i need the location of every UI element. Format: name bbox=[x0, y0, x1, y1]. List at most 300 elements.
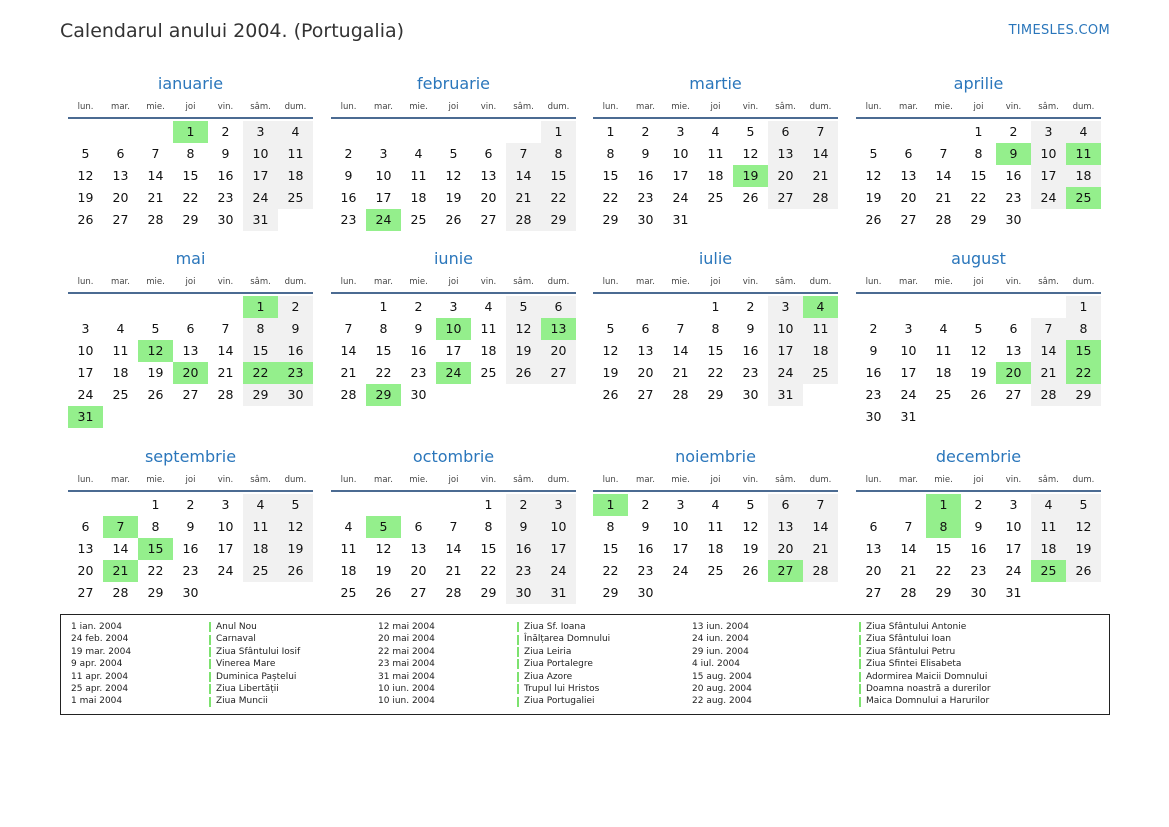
holiday-day[interactable]: 1 bbox=[593, 494, 628, 516]
calendar-day[interactable]: 22 bbox=[182, 190, 199, 205]
calendar-day[interactable]: 19 bbox=[445, 190, 462, 205]
calendar-day[interactable]: 18 bbox=[1066, 165, 1101, 187]
holiday-day[interactable]: 24 bbox=[436, 362, 471, 384]
holiday-day[interactable]: 9 bbox=[996, 143, 1031, 165]
calendar-day[interactable]: 11 bbox=[803, 318, 838, 340]
calendar-day[interactable]: 2 bbox=[221, 124, 230, 139]
calendar-day[interactable]: 18 bbox=[243, 538, 278, 560]
calendar-day[interactable]: 26 bbox=[375, 585, 392, 600]
calendar-day[interactable]: 10 bbox=[541, 516, 576, 538]
calendar-day[interactable]: 9 bbox=[186, 519, 195, 534]
calendar-day[interactable]: 2 bbox=[186, 497, 195, 512]
calendar-day[interactable]: 22 bbox=[541, 187, 576, 209]
calendar-day[interactable]: 11 bbox=[707, 146, 724, 161]
calendar-day[interactable]: 31 bbox=[672, 212, 689, 227]
calendar-day[interactable]: 7 bbox=[449, 519, 458, 534]
calendar-day[interactable]: 10 bbox=[900, 343, 917, 358]
calendar-day[interactable]: 15 bbox=[707, 343, 724, 358]
calendar-day[interactable]: 30 bbox=[637, 585, 654, 600]
calendar-day[interactable]: 5 bbox=[278, 494, 313, 516]
calendar-day[interactable]: 24 bbox=[541, 560, 576, 582]
calendar-day[interactable]: 8 bbox=[606, 519, 615, 534]
calendar-day[interactable]: 11 bbox=[243, 516, 278, 538]
calendar-day[interactable]: 20 bbox=[900, 190, 917, 205]
calendar-day[interactable]: 21 bbox=[506, 187, 541, 209]
calendar-day[interactable]: 12 bbox=[375, 541, 392, 556]
calendar-day[interactable]: 14 bbox=[803, 143, 838, 165]
calendar-day[interactable]: 19 bbox=[278, 538, 313, 560]
calendar-day[interactable]: 7 bbox=[803, 121, 838, 143]
calendar-day[interactable]: 28 bbox=[900, 585, 917, 600]
holiday-day[interactable]: 24 bbox=[366, 209, 401, 231]
calendar-day[interactable]: 3 bbox=[221, 497, 230, 512]
calendar-day[interactable]: 7 bbox=[904, 519, 913, 534]
calendar-day[interactable]: 12 bbox=[278, 516, 313, 538]
calendar-day[interactable]: 13 bbox=[1005, 343, 1022, 358]
calendar-day[interactable]: 16 bbox=[865, 365, 882, 380]
calendar-day[interactable]: 16 bbox=[970, 541, 987, 556]
calendar-day[interactable]: 28 bbox=[112, 585, 129, 600]
calendar-day[interactable]: 24 bbox=[1005, 563, 1022, 578]
calendar-day[interactable]: 6 bbox=[1009, 321, 1018, 336]
calendar-day[interactable]: 2 bbox=[974, 497, 983, 512]
calendar-day[interactable]: 27 bbox=[410, 585, 427, 600]
calendar-day[interactable]: 10 bbox=[217, 519, 234, 534]
calendar-day[interactable]: 30 bbox=[182, 585, 199, 600]
calendar-day[interactable]: 12 bbox=[970, 343, 987, 358]
calendar-day[interactable]: 1 bbox=[379, 299, 388, 314]
calendar-day[interactable]: 1 bbox=[151, 497, 160, 512]
calendar-day[interactable]: 28 bbox=[445, 585, 462, 600]
calendar-day[interactable]: 18 bbox=[803, 340, 838, 362]
calendar-day[interactable]: 22 bbox=[970, 190, 987, 205]
calendar-day[interactable]: 3 bbox=[1031, 121, 1066, 143]
calendar-day[interactable]: 17 bbox=[672, 168, 689, 183]
calendar-day[interactable]: 4 bbox=[116, 321, 125, 336]
calendar-day[interactable]: 10 bbox=[243, 143, 278, 165]
calendar-day[interactable]: 23 bbox=[865, 387, 882, 402]
calendar-day[interactable]: 3 bbox=[541, 494, 576, 516]
calendar-day[interactable]: 10 bbox=[1031, 143, 1066, 165]
calendar-day[interactable]: 14 bbox=[900, 541, 917, 556]
calendar-day[interactable]: 20 bbox=[480, 190, 497, 205]
calendar-day[interactable]: 3 bbox=[81, 321, 90, 336]
calendar-day[interactable]: 29 bbox=[602, 212, 619, 227]
calendar-day[interactable]: 30 bbox=[1005, 212, 1022, 227]
calendar-day[interactable]: 16 bbox=[506, 538, 541, 560]
calendar-day[interactable]: 30 bbox=[865, 409, 882, 424]
calendar-day[interactable]: 19 bbox=[375, 563, 392, 578]
calendar-day[interactable]: 26 bbox=[506, 362, 541, 384]
holiday-day[interactable]: 15 bbox=[1066, 340, 1101, 362]
calendar-day[interactable]: 19 bbox=[865, 190, 882, 205]
calendar-day[interactable]: 6 bbox=[186, 321, 195, 336]
calendar-day[interactable]: 25 bbox=[340, 585, 357, 600]
calendar-day[interactable]: 15 bbox=[970, 168, 987, 183]
calendar-day[interactable]: 25 bbox=[707, 563, 724, 578]
calendar-day[interactable]: 1 bbox=[974, 124, 983, 139]
calendar-day[interactable]: 18 bbox=[935, 365, 952, 380]
calendar-day[interactable]: 27 bbox=[112, 212, 129, 227]
calendar-day[interactable]: 3 bbox=[449, 299, 458, 314]
calendar-day[interactable]: 7 bbox=[676, 321, 685, 336]
calendar-day[interactable]: 23 bbox=[637, 190, 654, 205]
calendar-day[interactable]: 24 bbox=[1031, 187, 1066, 209]
calendar-day[interactable]: 14 bbox=[672, 343, 689, 358]
calendar-day[interactable]: 8 bbox=[606, 146, 615, 161]
calendar-day[interactable]: 18 bbox=[278, 165, 313, 187]
holiday-day[interactable]: 5 bbox=[366, 516, 401, 538]
calendar-day[interactable]: 17 bbox=[375, 190, 392, 205]
calendar-day[interactable]: 6 bbox=[768, 494, 803, 516]
calendar-day[interactable]: 4 bbox=[484, 299, 493, 314]
calendar-day[interactable]: 18 bbox=[410, 190, 427, 205]
calendar-day[interactable]: 12 bbox=[506, 318, 541, 340]
calendar-day[interactable]: 4 bbox=[939, 321, 948, 336]
calendar-day[interactable]: 15 bbox=[375, 343, 392, 358]
calendar-day[interactable]: 9 bbox=[221, 146, 230, 161]
calendar-day[interactable]: 22 bbox=[480, 563, 497, 578]
calendar-day[interactable]: 2 bbox=[344, 146, 353, 161]
calendar-day[interactable]: 26 bbox=[147, 387, 164, 402]
holiday-day[interactable]: 1 bbox=[173, 121, 208, 143]
holiday-day[interactable]: 27 bbox=[768, 560, 803, 582]
calendar-day[interactable]: 27 bbox=[768, 187, 803, 209]
calendar-day[interactable]: 2 bbox=[506, 494, 541, 516]
calendar-day[interactable]: 20 bbox=[768, 165, 803, 187]
calendar-day[interactable]: 6 bbox=[541, 296, 576, 318]
calendar-day[interactable]: 2 bbox=[869, 321, 878, 336]
calendar-day[interactable]: 30 bbox=[410, 387, 427, 402]
calendar-day[interactable]: 18 bbox=[707, 168, 724, 183]
calendar-day[interactable]: 27 bbox=[900, 212, 917, 227]
holiday-day[interactable]: 23 bbox=[278, 362, 313, 384]
calendar-day[interactable]: 31 bbox=[1005, 585, 1022, 600]
calendar-day[interactable]: 20 bbox=[637, 365, 654, 380]
calendar-day[interactable]: 25 bbox=[935, 387, 952, 402]
calendar-day[interactable]: 28 bbox=[935, 212, 952, 227]
calendar-day[interactable]: 11 bbox=[1031, 516, 1066, 538]
calendar-day[interactable]: 3 bbox=[243, 121, 278, 143]
calendar-day[interactable]: 27 bbox=[865, 585, 882, 600]
holiday-day[interactable]: 29 bbox=[366, 384, 401, 406]
calendar-day[interactable]: 5 bbox=[151, 321, 160, 336]
holiday-day[interactable]: 11 bbox=[1066, 143, 1101, 165]
calendar-day[interactable]: 2 bbox=[641, 497, 650, 512]
calendar-day[interactable]: 27 bbox=[637, 387, 654, 402]
calendar-day[interactable]: 3 bbox=[1009, 497, 1018, 512]
holiday-day[interactable]: 19 bbox=[733, 165, 768, 187]
calendar-day[interactable]: 4 bbox=[1066, 121, 1101, 143]
calendar-day[interactable]: 30 bbox=[970, 585, 987, 600]
calendar-day[interactable]: 29 bbox=[541, 209, 576, 231]
calendar-day[interactable]: 7 bbox=[221, 321, 230, 336]
calendar-day[interactable]: 13 bbox=[768, 143, 803, 165]
calendar-day[interactable]: 4 bbox=[1031, 494, 1066, 516]
calendar-day[interactable]: 18 bbox=[112, 365, 129, 380]
calendar-day[interactable]: 14 bbox=[147, 168, 164, 183]
calendar-day[interactable]: 1 bbox=[1066, 296, 1101, 318]
calendar-day[interactable]: 14 bbox=[1031, 340, 1066, 362]
calendar-day[interactable]: 12 bbox=[742, 146, 759, 161]
calendar-day[interactable]: 7 bbox=[939, 146, 948, 161]
calendar-day[interactable]: 4 bbox=[344, 519, 353, 534]
calendar-day[interactable]: 29 bbox=[480, 585, 497, 600]
calendar-day[interactable]: 28 bbox=[506, 209, 541, 231]
calendar-day[interactable]: 29 bbox=[147, 585, 164, 600]
calendar-day[interactable]: 28 bbox=[147, 212, 164, 227]
calendar-day[interactable]: 17 bbox=[243, 165, 278, 187]
holiday-day[interactable]: 25 bbox=[1031, 560, 1066, 582]
calendar-day[interactable]: 11 bbox=[340, 541, 357, 556]
holiday-day[interactable]: 13 bbox=[541, 318, 576, 340]
calendar-day[interactable]: 27 bbox=[1005, 387, 1022, 402]
calendar-day[interactable]: 6 bbox=[904, 146, 913, 161]
calendar-day[interactable]: 11 bbox=[935, 343, 952, 358]
brand-logo[interactable]: TIMESLES.COM bbox=[1008, 23, 1110, 38]
calendar-day[interactable]: 26 bbox=[970, 387, 987, 402]
calendar-day[interactable]: 8 bbox=[484, 519, 493, 534]
calendar-day[interactable]: 13 bbox=[480, 168, 497, 183]
calendar-day[interactable]: 16 bbox=[217, 168, 234, 183]
calendar-day[interactable]: 24 bbox=[768, 362, 803, 384]
calendar-day[interactable]: 24 bbox=[672, 563, 689, 578]
calendar-day[interactable]: 8 bbox=[379, 321, 388, 336]
calendar-day[interactable]: 14 bbox=[935, 168, 952, 183]
calendar-day[interactable]: 4 bbox=[414, 146, 423, 161]
calendar-day[interactable]: 14 bbox=[112, 541, 129, 556]
calendar-day[interactable]: 17 bbox=[672, 541, 689, 556]
calendar-day[interactable]: 12 bbox=[445, 168, 462, 183]
holiday-day[interactable]: 4 bbox=[803, 296, 838, 318]
calendar-day[interactable]: 22 bbox=[707, 365, 724, 380]
calendar-day[interactable]: 18 bbox=[1031, 538, 1066, 560]
calendar-day[interactable]: 23 bbox=[742, 365, 759, 380]
calendar-day[interactable]: 23 bbox=[1005, 190, 1022, 205]
calendar-day[interactable]: 8 bbox=[186, 146, 195, 161]
calendar-day[interactable]: 17 bbox=[445, 343, 462, 358]
calendar-day[interactable]: 14 bbox=[217, 343, 234, 358]
calendar-day[interactable]: 23 bbox=[410, 365, 427, 380]
calendar-day[interactable]: 27 bbox=[541, 362, 576, 384]
calendar-day[interactable]: 28 bbox=[672, 387, 689, 402]
holiday-day[interactable]: 7 bbox=[103, 516, 138, 538]
calendar-day[interactable]: 19 bbox=[147, 365, 164, 380]
calendar-day[interactable]: 21 bbox=[935, 190, 952, 205]
holiday-day[interactable]: 25 bbox=[1066, 187, 1101, 209]
calendar-day[interactable]: 25 bbox=[243, 560, 278, 582]
calendar-day[interactable]: 18 bbox=[707, 541, 724, 556]
calendar-day[interactable]: 19 bbox=[970, 365, 987, 380]
calendar-day[interactable]: 6 bbox=[81, 519, 90, 534]
calendar-day[interactable]: 5 bbox=[81, 146, 90, 161]
calendar-day[interactable]: 26 bbox=[77, 212, 94, 227]
calendar-day[interactable]: 1 bbox=[541, 121, 576, 143]
calendar-day[interactable]: 7 bbox=[151, 146, 160, 161]
calendar-day[interactable]: 19 bbox=[602, 365, 619, 380]
calendar-day[interactable]: 4 bbox=[711, 497, 720, 512]
calendar-day[interactable]: 16 bbox=[340, 190, 357, 205]
calendar-day[interactable]: 12 bbox=[602, 343, 619, 358]
calendar-day[interactable]: 21 bbox=[445, 563, 462, 578]
calendar-day[interactable]: 28 bbox=[217, 387, 234, 402]
calendar-day[interactable]: 13 bbox=[410, 541, 427, 556]
calendar-day[interactable]: 4 bbox=[711, 124, 720, 139]
calendar-day[interactable]: 23 bbox=[182, 563, 199, 578]
calendar-day[interactable]: 15 bbox=[541, 165, 576, 187]
calendar-day[interactable]: 8 bbox=[151, 519, 160, 534]
calendar-day[interactable]: 3 bbox=[676, 497, 685, 512]
calendar-day[interactable]: 10 bbox=[672, 519, 689, 534]
calendar-day[interactable]: 29 bbox=[935, 585, 952, 600]
calendar-day[interactable]: 22 bbox=[602, 563, 619, 578]
calendar-day[interactable]: 19 bbox=[506, 340, 541, 362]
calendar-day[interactable]: 11 bbox=[707, 519, 724, 534]
calendar-day[interactable]: 8 bbox=[541, 143, 576, 165]
calendar-day[interactable]: 8 bbox=[243, 318, 278, 340]
calendar-day[interactable]: 10 bbox=[768, 318, 803, 340]
calendar-day[interactable]: 14 bbox=[803, 516, 838, 538]
calendar-day[interactable]: 23 bbox=[217, 190, 234, 205]
calendar-day[interactable]: 2 bbox=[1009, 124, 1018, 139]
holiday-day[interactable]: 10 bbox=[436, 318, 471, 340]
calendar-day[interactable]: 4 bbox=[243, 494, 278, 516]
calendar-day[interactable]: 13 bbox=[182, 343, 199, 358]
calendar-day[interactable]: 27 bbox=[77, 585, 94, 600]
holiday-day[interactable]: 12 bbox=[138, 340, 173, 362]
calendar-day[interactable]: 17 bbox=[217, 541, 234, 556]
calendar-day[interactable]: 11 bbox=[112, 343, 129, 358]
calendar-day[interactable]: 29 bbox=[182, 212, 199, 227]
calendar-day[interactable]: 29 bbox=[1066, 384, 1101, 406]
calendar-day[interactable]: 27 bbox=[182, 387, 199, 402]
calendar-day[interactable]: 3 bbox=[768, 296, 803, 318]
calendar-day[interactable]: 17 bbox=[541, 538, 576, 560]
calendar-day[interactable]: 5 bbox=[746, 497, 755, 512]
calendar-day[interactable]: 15 bbox=[243, 340, 278, 362]
calendar-day[interactable]: 6 bbox=[414, 519, 423, 534]
calendar-day[interactable]: 13 bbox=[637, 343, 654, 358]
calendar-day[interactable]: 7 bbox=[1031, 318, 1066, 340]
calendar-day[interactable]: 24 bbox=[672, 190, 689, 205]
calendar-day[interactable]: 30 bbox=[742, 387, 759, 402]
calendar-day[interactable]: 6 bbox=[869, 519, 878, 534]
calendar-day[interactable]: 31 bbox=[541, 582, 576, 604]
calendar-day[interactable]: 15 bbox=[602, 541, 619, 556]
calendar-day[interactable]: 10 bbox=[1005, 519, 1022, 534]
calendar-day[interactable]: 13 bbox=[77, 541, 94, 556]
holiday-day[interactable]: 21 bbox=[103, 560, 138, 582]
calendar-day[interactable]: 6 bbox=[484, 146, 493, 161]
calendar-day[interactable]: 20 bbox=[541, 340, 576, 362]
calendar-day[interactable]: 9 bbox=[869, 343, 878, 358]
calendar-day[interactable]: 5 bbox=[974, 321, 983, 336]
calendar-day[interactable]: 2 bbox=[278, 296, 313, 318]
calendar-day[interactable]: 29 bbox=[970, 212, 987, 227]
calendar-day[interactable]: 19 bbox=[1066, 538, 1101, 560]
calendar-day[interactable]: 29 bbox=[602, 585, 619, 600]
calendar-day[interactable]: 17 bbox=[1031, 165, 1066, 187]
calendar-day[interactable]: 3 bbox=[904, 321, 913, 336]
calendar-day[interactable]: 21 bbox=[672, 365, 689, 380]
calendar-day[interactable]: 14 bbox=[340, 343, 357, 358]
calendar-day[interactable]: 30 bbox=[217, 212, 234, 227]
calendar-day[interactable]: 9 bbox=[344, 168, 353, 183]
calendar-day[interactable]: 2 bbox=[746, 299, 755, 314]
calendar-day[interactable]: 26 bbox=[742, 563, 759, 578]
calendar-day[interactable]: 16 bbox=[278, 340, 313, 362]
calendar-day[interactable]: 3 bbox=[676, 124, 685, 139]
calendar-day[interactable]: 28 bbox=[340, 387, 357, 402]
calendar-day[interactable]: 20 bbox=[865, 563, 882, 578]
calendar-day[interactable]: 15 bbox=[182, 168, 199, 183]
calendar-day[interactable]: 2 bbox=[641, 124, 650, 139]
holiday-day[interactable]: 31 bbox=[68, 406, 103, 428]
calendar-day[interactable]: 26 bbox=[278, 560, 313, 582]
calendar-day[interactable]: 16 bbox=[742, 343, 759, 358]
calendar-day[interactable]: 6 bbox=[641, 321, 650, 336]
calendar-day[interactable]: 5 bbox=[1066, 494, 1101, 516]
calendar-day[interactable]: 15 bbox=[602, 168, 619, 183]
calendar-day[interactable]: 5 bbox=[506, 296, 541, 318]
calendar-day[interactable]: 25 bbox=[707, 190, 724, 205]
calendar-day[interactable]: 24 bbox=[217, 563, 234, 578]
calendar-day[interactable]: 29 bbox=[707, 387, 724, 402]
calendar-day[interactable]: 25 bbox=[112, 387, 129, 402]
calendar-day[interactable]: 19 bbox=[77, 190, 94, 205]
calendar-day[interactable]: 29 bbox=[243, 384, 278, 406]
holiday-day[interactable]: 8 bbox=[926, 516, 961, 538]
calendar-day[interactable]: 9 bbox=[506, 516, 541, 538]
calendar-day[interactable]: 9 bbox=[974, 519, 983, 534]
calendar-day[interactable]: 9 bbox=[641, 519, 650, 534]
calendar-day[interactable]: 6 bbox=[768, 121, 803, 143]
calendar-day[interactable]: 20 bbox=[77, 563, 94, 578]
calendar-day[interactable]: 17 bbox=[1005, 541, 1022, 556]
calendar-day[interactable]: 14 bbox=[506, 165, 541, 187]
calendar-day[interactable]: 13 bbox=[900, 168, 917, 183]
calendar-day[interactable]: 1 bbox=[606, 124, 615, 139]
calendar-day[interactable]: 11 bbox=[410, 168, 427, 183]
calendar-day[interactable]: 20 bbox=[112, 190, 129, 205]
calendar-day[interactable]: 15 bbox=[935, 541, 952, 556]
calendar-day[interactable]: 26 bbox=[602, 387, 619, 402]
calendar-day[interactable]: 3 bbox=[379, 146, 388, 161]
calendar-day[interactable]: 16 bbox=[1005, 168, 1022, 183]
calendar-day[interactable]: 16 bbox=[637, 168, 654, 183]
calendar-day[interactable]: 16 bbox=[182, 541, 199, 556]
calendar-day[interactable]: 21 bbox=[1031, 362, 1066, 384]
calendar-day[interactable]: 11 bbox=[278, 143, 313, 165]
calendar-day[interactable]: 13 bbox=[865, 541, 882, 556]
calendar-day[interactable]: 7 bbox=[803, 494, 838, 516]
calendar-day[interactable]: 9 bbox=[414, 321, 423, 336]
calendar-day[interactable]: 22 bbox=[602, 190, 619, 205]
calendar-day[interactable]: 26 bbox=[865, 212, 882, 227]
calendar-day[interactable]: 18 bbox=[480, 343, 497, 358]
calendar-day[interactable]: 2 bbox=[414, 299, 423, 314]
calendar-day[interactable]: 25 bbox=[278, 187, 313, 209]
calendar-day[interactable]: 26 bbox=[1066, 560, 1101, 582]
calendar-day[interactable]: 17 bbox=[77, 365, 94, 380]
calendar-day[interactable]: 30 bbox=[278, 384, 313, 406]
calendar-day[interactable]: 4 bbox=[278, 121, 313, 143]
calendar-day[interactable]: 26 bbox=[445, 212, 462, 227]
calendar-day[interactable]: 28 bbox=[803, 187, 838, 209]
calendar-day[interactable]: 12 bbox=[742, 519, 759, 534]
calendar-day[interactable]: 25 bbox=[480, 365, 497, 380]
calendar-day[interactable]: 24 bbox=[243, 187, 278, 209]
